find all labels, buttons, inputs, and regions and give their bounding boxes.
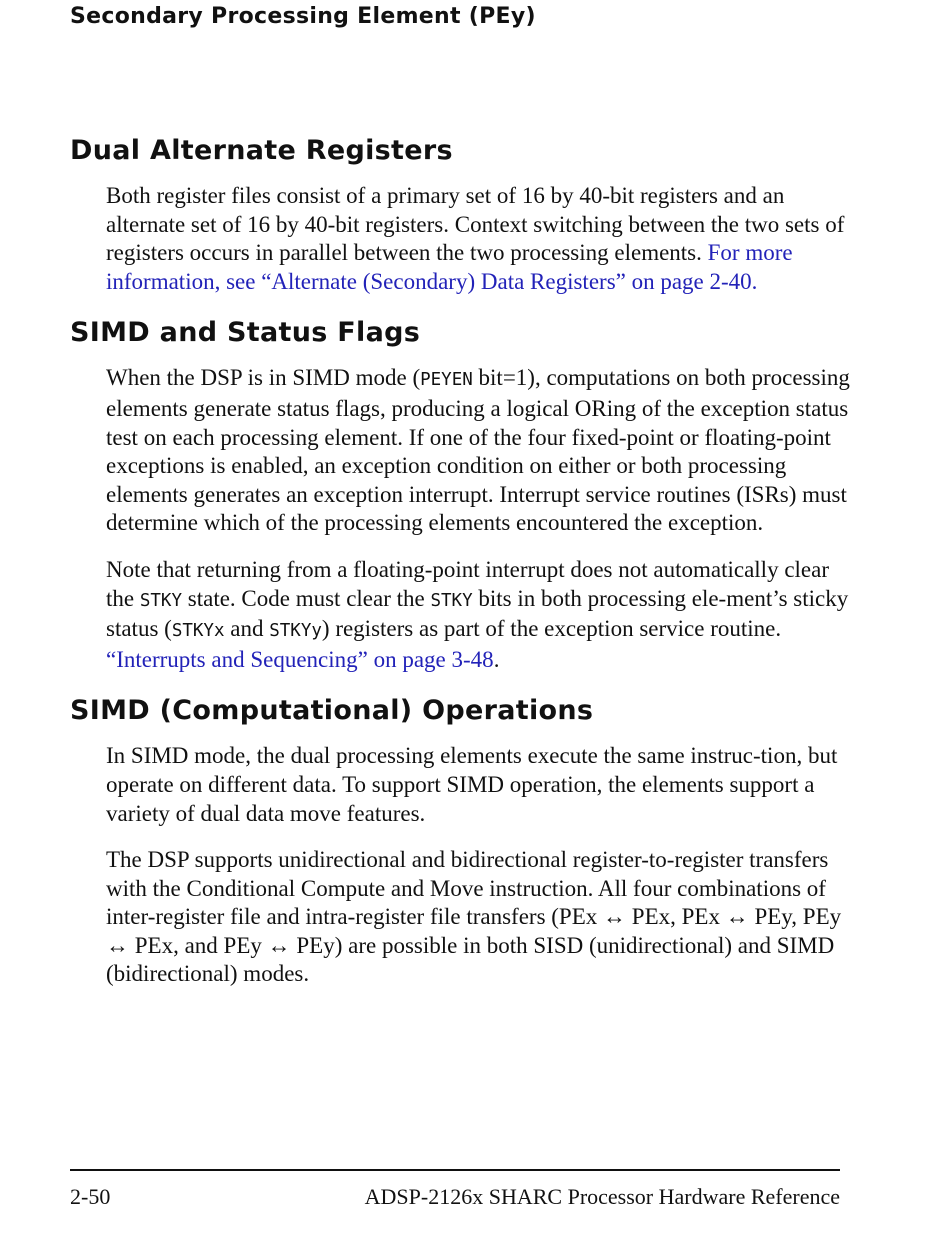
section-body-simd-status-flags — [106, 364, 850, 674]
paragraph-text: and — [224, 616, 270, 642]
paragraph-text: state. Code must clear the — [182, 585, 431, 611]
paragraph-text: . — [493, 646, 500, 672]
paragraph-text: ) registers as part of the exception service routine. — [321, 616, 782, 642]
paragraph-text: When the DSP is in SIMD mode ( — [106, 365, 421, 391]
register-name-code: STKYx — [171, 621, 225, 642]
section-heading-dual-alternate-registers: Dual Alternate Registers — [70, 135, 453, 166]
page-content — [70, 134, 850, 989]
footer-divider — [70, 1169, 840, 1171]
paragraph — [106, 556, 850, 674]
register-name-code: STKY — [430, 590, 473, 611]
cross-reference-link[interactable]: “Interrupts and Sequencing” on page 3-48 — [106, 646, 494, 672]
paragraph: The DSP supports unidirectional and bidirectional register-to-register transfers with the Conditional Compute and Move instruction. All four combinations of inter-register file and intra-register file transfers (PEx ↔ PEx, PEx ↔ PEy, PEy ↔ PEx, and PEy ↔ PEy) are possible in both SISD (unidirectional) and SIMD (bidirectional) modes. — [106, 847, 842, 987]
paragraph-text: Note that returning from a floating-point interrupt does not automatically clear the — [106, 556, 829, 611]
paragraph-text: bits in both processing ele-ment’s sticky status ( — [106, 585, 849, 642]
paragraph — [106, 364, 850, 538]
page-number: 2-50 — [70, 1184, 111, 1209]
paragraph-text: Both register files consist of a primary set of 16 by 40-bit registers and an alternate set of 16 by 40-bit registers. Context switching between the two sets of registers occurs in parallel between the two processing elements. — [106, 183, 845, 266]
register-name-code: PEYEN — [420, 370, 473, 391]
cross-reference-link[interactable]: For more information, see “Alternate (Secondary) Data Registers” on page 2-40. — [106, 240, 793, 294]
paragraph — [106, 182, 850, 296]
section-body-simd-computational-operations — [106, 742, 850, 989]
running-header: Secondary Processing Element (PEy) — [70, 4, 536, 29]
register-name-code: STKYy — [269, 621, 322, 642]
book-title: ADSP-2126x SHARC Processor Hardware Reference — [364, 1184, 840, 1209]
paragraph: In SIMD mode, the dual processing elements execute the same instruc-tion, but operate on different data. To support SIMD operation, the elements support a variety of dual data move features. — [106, 743, 838, 826]
register-name-code: STKY — [139, 590, 183, 611]
section-heading-simd-status-flags: SIMD and Status Flags — [70, 317, 421, 349]
section-heading-simd-computational-operations: SIMD (Computational) Operations — [70, 695, 594, 727]
section-body-dual-alternate-registers — [106, 182, 850, 296]
paragraph-text: bit=1), computations on both processing elements generate status flags, producing a logical ORing of the exception status test on each processing element. If one of the four fixed-point or floating-point exceptions is enabled, an exception condition on either or both processing elements generates an exception interrupt. Interrupt service routines (ISRs) must determine which of the processing elements encountered the exception. — [106, 365, 850, 536]
